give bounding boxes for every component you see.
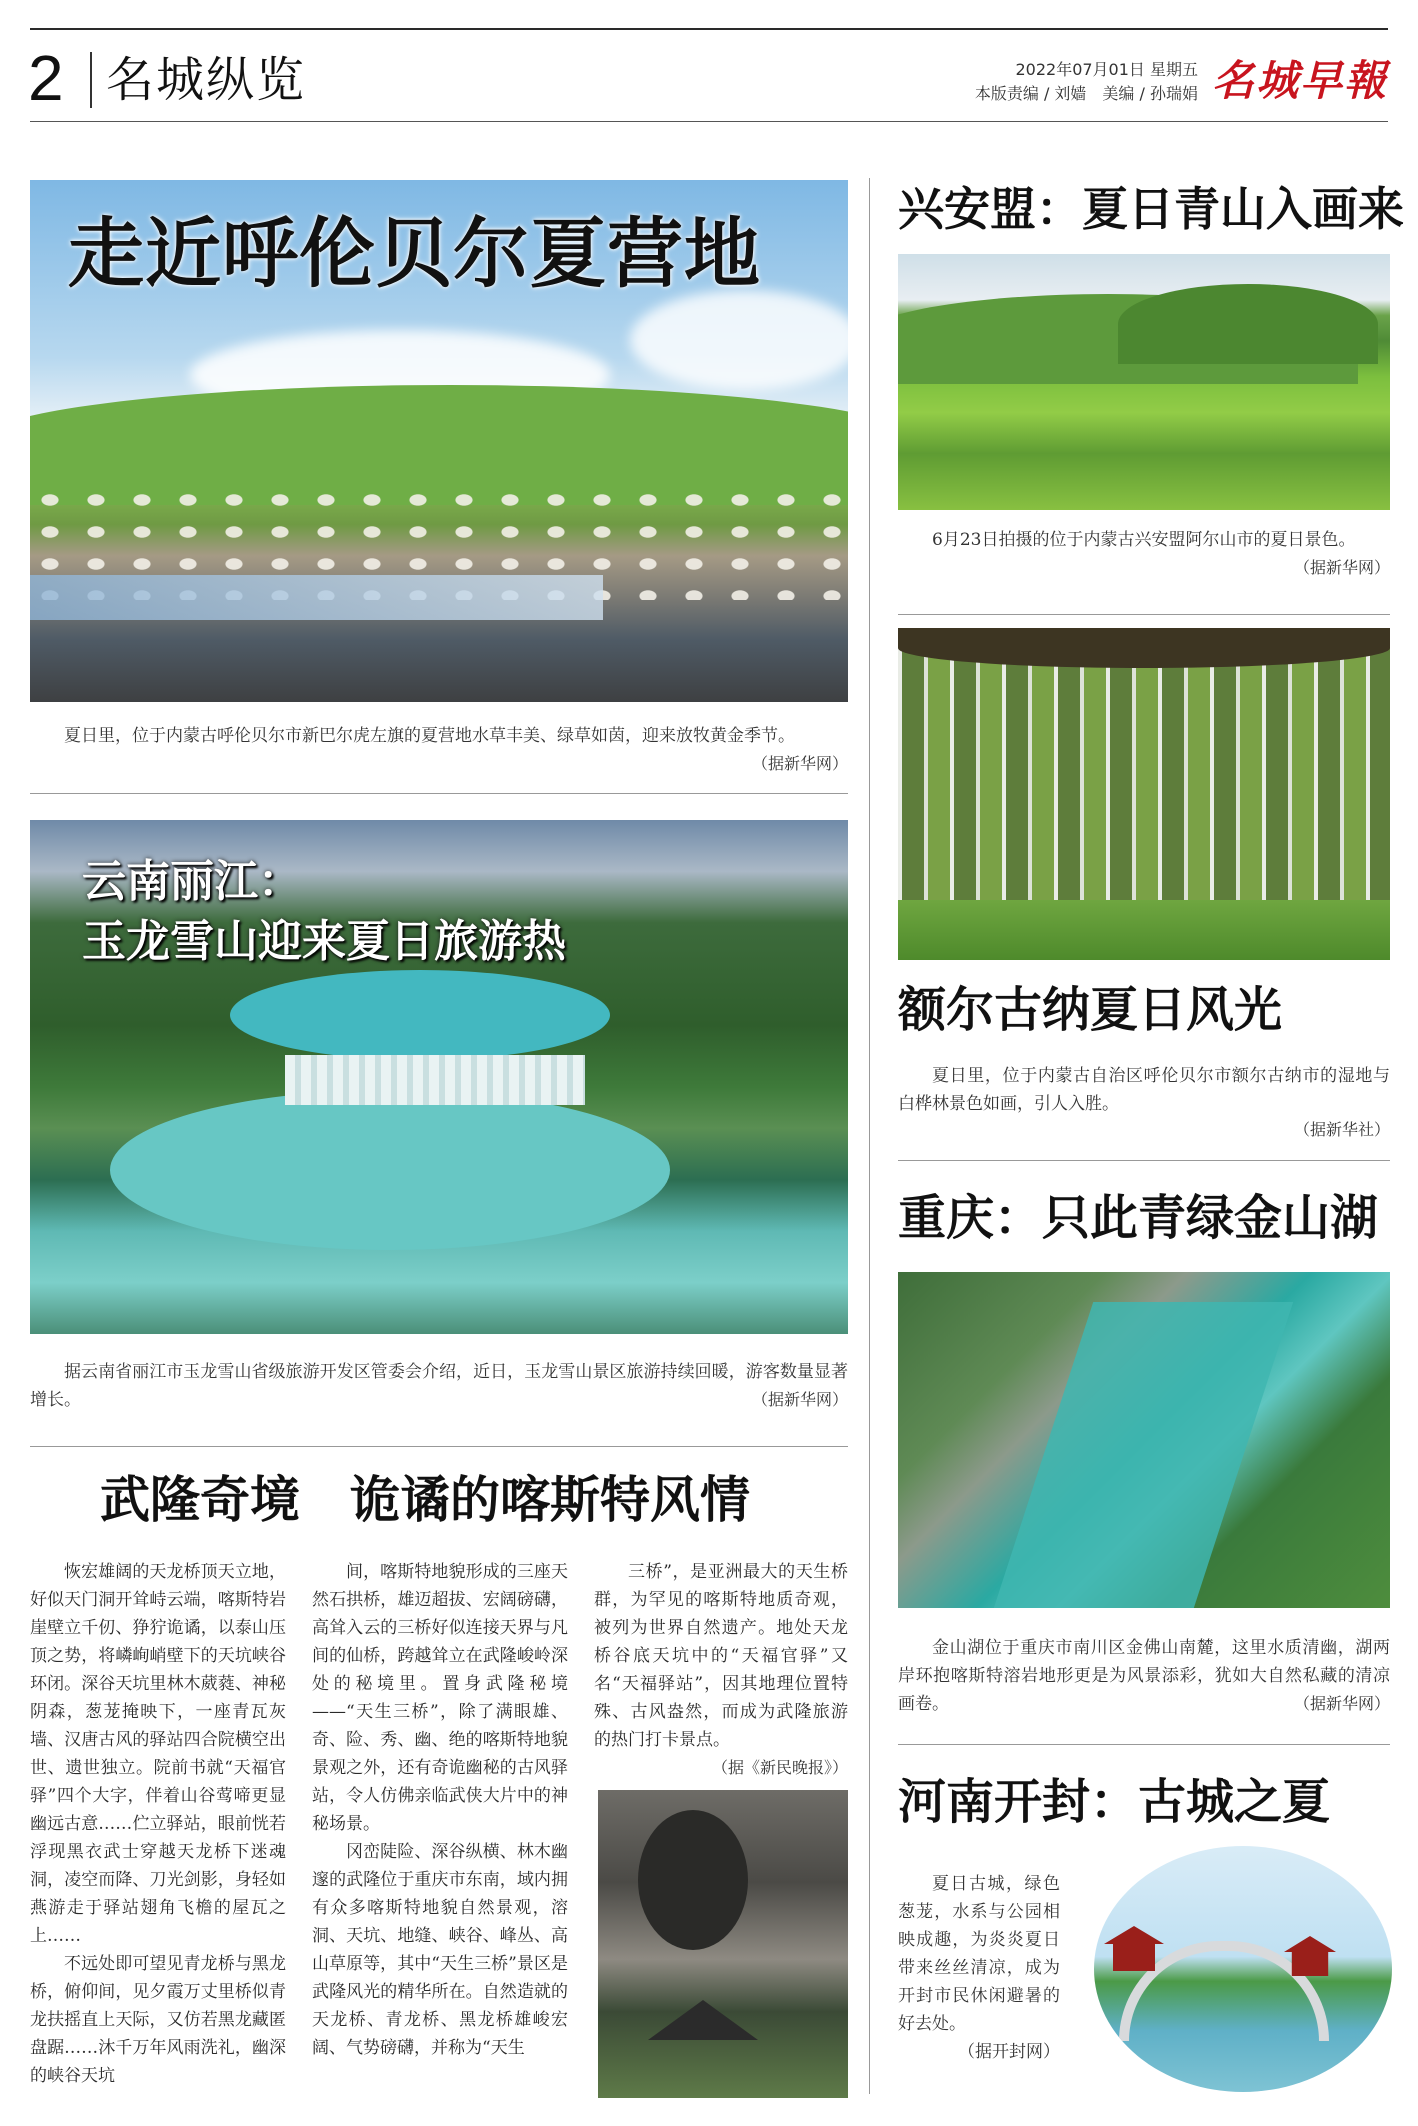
- divider: [898, 1744, 1390, 1745]
- story4-source: （据新华网）: [1293, 558, 1390, 577]
- header-meta: [878, 58, 1198, 106]
- story7-caption-text: 夏日古城，绿色葱茏，水系与公园相映成趣，为炎炎夏日带来丝丝清凉，成为开封市民休闲避暑的好去处。: [898, 1874, 1060, 2034]
- green-hills-photo: [898, 254, 1390, 510]
- section-title: 名城纵览: [106, 52, 307, 108]
- story2-title-line1: 云南丽江：: [82, 856, 302, 907]
- story3-column-1: [30, 1558, 286, 2098]
- story3-column-3: [594, 1558, 848, 1754]
- karst-cave-photo: [598, 1790, 848, 2098]
- story1-source: （据新华网）: [751, 754, 848, 773]
- paragraph: 间，喀斯特地貌形成的三座天然石拱桥，雄迈超拔、宏阔磅礴，高耸入云的三桥好似连接天界与凡间的仙桥，跨越耸立在武隆峻岭深处的秘境里。置身武隆秘境——“天生三桥”，除了满眼雄、奇、险、秀、幽、绝的喀斯特地貌景观之外，还有奇诡幽秘的古风驿站，令人仿佛亲临武侠大片中的神秘场景。: [312, 1562, 568, 1834]
- header-separator: [90, 52, 92, 108]
- story2-caption: 据云南省丽江市玉龙雪山省级旅游开发区管委会介绍，近日，玉龙雪山景区旅游持续回暖，游客数量显著增长。: [30, 1362, 848, 1410]
- issue-date: 2022年07月01日 星期五: [1015, 60, 1198, 79]
- story6-source: （据新华网）: [1293, 1694, 1390, 1713]
- story5-source: （据新华社）: [1293, 1120, 1390, 1139]
- story3-source: （据《新民晚报》）: [711, 1758, 848, 1777]
- divider: [898, 1160, 1390, 1161]
- story2-title-line2: 玉龙雪山迎来夏日旅游热: [82, 916, 566, 967]
- story3-column-2: [312, 1558, 568, 2098]
- story7-title: 河南开封：古城之夏: [898, 1774, 1331, 1830]
- story1-caption: 夏日里，位于内蒙古呼伦贝尔市新巴尔虎左旗的夏营地水草丰美、绿草如茵，迎来放牧黄金季节。: [64, 726, 795, 746]
- paragraph: 三桥”，是亚洲最大的天生桥群，为罕见的喀斯特地质奇观，被列为世界自然遗产。地处天龙桥谷底天坑中的“天福官驿”又名“天福驿站”，因其地理位置特殊、古风盎然，而成为武隆旅游的热门打卡景点。: [594, 1562, 848, 1750]
- kaifeng-bridge-photo: [1094, 1846, 1392, 2092]
- divider: [30, 1446, 848, 1447]
- story7-caption: [898, 1870, 1060, 2066]
- story1-title: 走近呼伦贝尔夏营地: [68, 209, 761, 298]
- birch-forest-photo: [898, 628, 1390, 960]
- newspaper-logo: 名城早報: [1211, 56, 1388, 105]
- page-number: 2: [28, 42, 64, 114]
- header-top-rule: [30, 28, 1388, 30]
- paragraph: 恢宏雄阔的天龙桥顶天立地，好似天门洞开耸峙云端，喀斯特岩崖壁立千仞、狰狞诡谲，以泰山压顶之势，将嶙峋峭壁下的天坑峡谷环闭。深谷天坑里林木葳蕤、神秘阴森，葱茏掩映下，一座青瓦灰墙、汉唐古风的驿站四合院横空出世、遗世独立。院前书就“天福官驿”四个大字，伴着山谷莺啼更显幽远古意……伫立驿站，眼前恍若浮现黑衣武士穿越天龙桥下迷魂洞，凌空而降、刀光剑影，身轻如燕游走于驿站翅角飞檐的屋瓦之上……: [30, 1562, 286, 1946]
- story2-source: （据新华网）: [751, 1390, 848, 1409]
- header-bottom-rule: [30, 121, 1388, 122]
- jinshan-lake-photo: [898, 1272, 1390, 1608]
- story3-title: 武隆奇境 诡谲的喀斯特风情: [100, 1470, 750, 1529]
- column-divider: [869, 178, 870, 2094]
- story6-title: 重庆：只此青绿金山湖: [898, 1190, 1379, 1246]
- paragraph: 冈峦陡险、深谷纵横、林木幽邃的武隆位于重庆市东南，域内拥有众多喀斯特地貌自然景观，溶洞、天坑、地缝、峡谷、峰丛、高山草原等，其中“天生三桥”景区是武隆风光的精华所在。自然造就的天龙桥、青龙桥、黑龙桥雄峻宏阔、气势磅礴，并称为“天生: [312, 1842, 568, 2058]
- divider: [898, 614, 1390, 615]
- paragraph: 不远处即可望见青龙桥与黑龙桥，俯仰间，见夕霞万丈里桥似青龙扶摇直上天际，又仿若黑龙藏匿盘踞……沐千万年风雨洗礼，幽深的峡谷天坑: [30, 1954, 286, 2086]
- divider: [30, 793, 848, 794]
- story4-title: 兴安盟：夏日青山入画来: [898, 182, 1404, 236]
- editor-credits: 本版责编 / 刘嫱 美编 / 孙瑞娟: [974, 84, 1198, 103]
- story5-caption: 夏日里，位于内蒙古自治区呼伦贝尔市额尔古纳市的湿地与白桦林景色如画，引人入胜。: [898, 1066, 1390, 1114]
- story6-caption: 金山湖位于重庆市南川区金佛山南麓，这里水质清幽，湖两岸环抱喀斯特溶岩地形更是为风景添彩，犹如大自然私藏的清凉画卷。: [898, 1638, 1390, 1714]
- story7-source: （据开封网）: [958, 2042, 1060, 2062]
- story2-title: [82, 852, 566, 972]
- story5-title: 额尔古纳夏日风光: [898, 982, 1283, 1038]
- story4-caption: 6月23日拍摄的位于内蒙古兴安盟阿尔山市的夏日景色。: [932, 530, 1356, 550]
